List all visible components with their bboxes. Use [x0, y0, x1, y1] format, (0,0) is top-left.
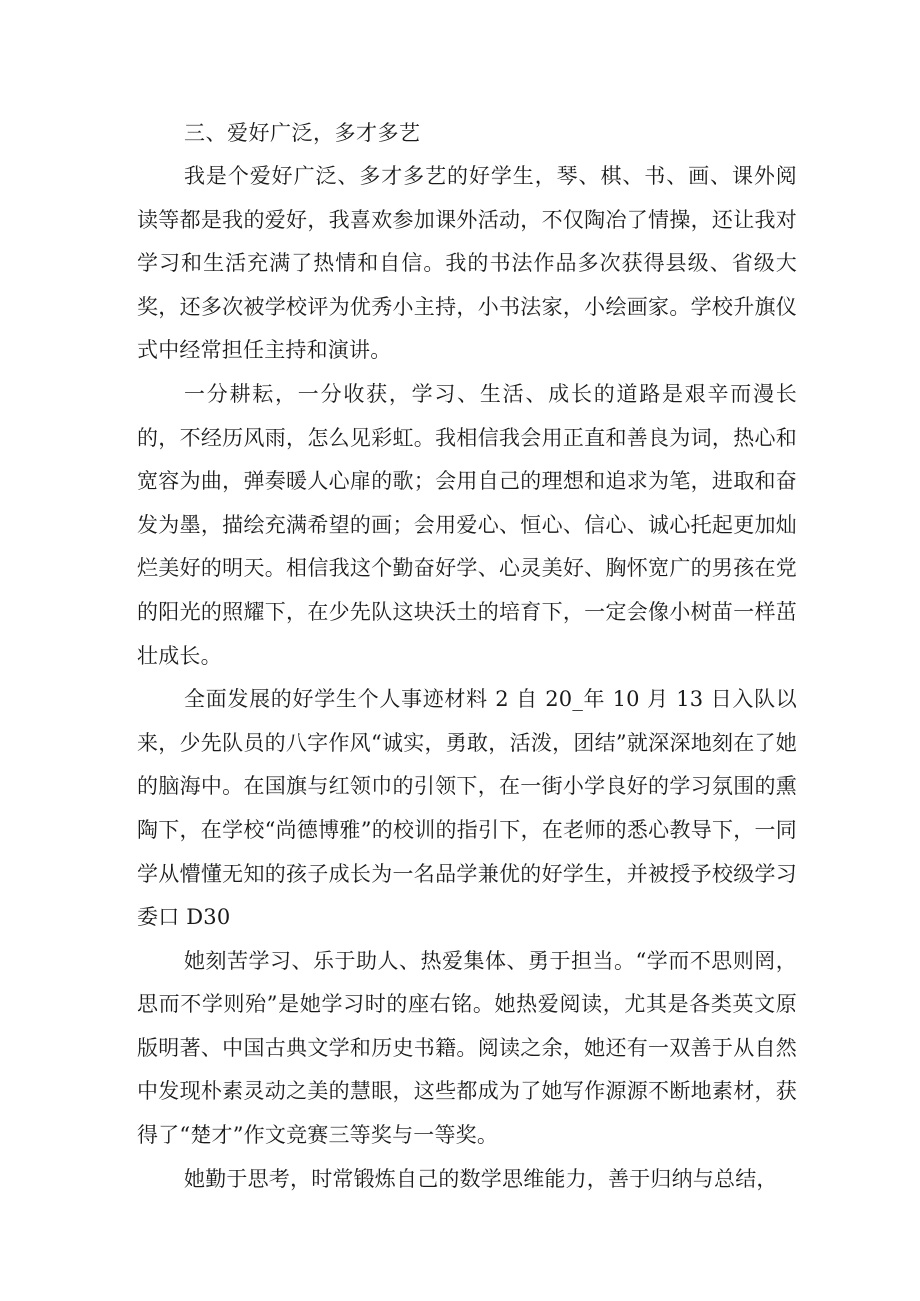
paragraph-diligence: 她刻苦学习、乐于助人、热爱集体、勇于担当。“学而不思则罔，思而不学则殆”是她学习时的座右铭。她热爱阅读，尤其是各类英文原版明著、中国古典文学和历史书籍。阅读之余，她还有一双善于从自然中发现朴素灵动之美的慧眼，这些都成为了她写作源源不断地素材，获得了“楚才”作文竞赛三等奖与一等奖。 — [137, 948, 797, 1148]
paragraph-effort: 一分耕耘，一分收获，学习、生活、成长的道路是艰辛而漫长的，不经历风雨，怎么见彩虹。我相信我会用正直和善良为词，热心和宽容为曲，弹奏暖人心扉的歌；会用自己的理想和追求为笔，进取和奋发为墨，描绘充满希望的画；会用爱心、恒心、信心、诚心托起更加灿烂美好的明天。相信我这个勤奋好学、心灵美好、胸怀宽广的男孩在党的阳光的照耀下，在少先队这块沃土的培育下，一定会像小树苗一样茁壮成长。 — [137, 381, 797, 668]
paragraph-hobbies: 我是个爱好广泛、多才多艺的好学生，琴、棋、书、画、课外阅读等都是我的爱好，我喜欢参加课外活动，不仅陶冶了情操，还让我对学习和生活充满了热情和自信。我的书法作品多次获得县级、省级大奖，还多次被学校评为优秀小主持，小书法家，小绘画家。学校升旗仪式中经常担任主持和演讲。 — [137, 164, 797, 363]
paragraph-thinking: 她勤于思考，时常锻炼自己的数学思维能力，善于归纳与总结， — [184, 1166, 778, 1191]
paragraph-material-2: 全面发展的好学生个人事迹材料 2 自 20_年 10 月 13 日入队以来，少先队员的八字作风“诚实，勇敢，活泼，团结”就深深地刻在了她的脑海中。在国旗与红领巾的引领下，在一街小学良好的学习氛围的熏陶下，在学校“尚德博雅”的校训的指引下，在老师的悉心教导下，一同学从懵懂无知的孩子成长为一名品学兼优的好学生，并被授予校级学习委口 D30 — [137, 687, 797, 930]
document-body — [137, 112, 797, 1201]
section-heading: 三、爱好广泛，多才多艺 — [184, 121, 421, 145]
